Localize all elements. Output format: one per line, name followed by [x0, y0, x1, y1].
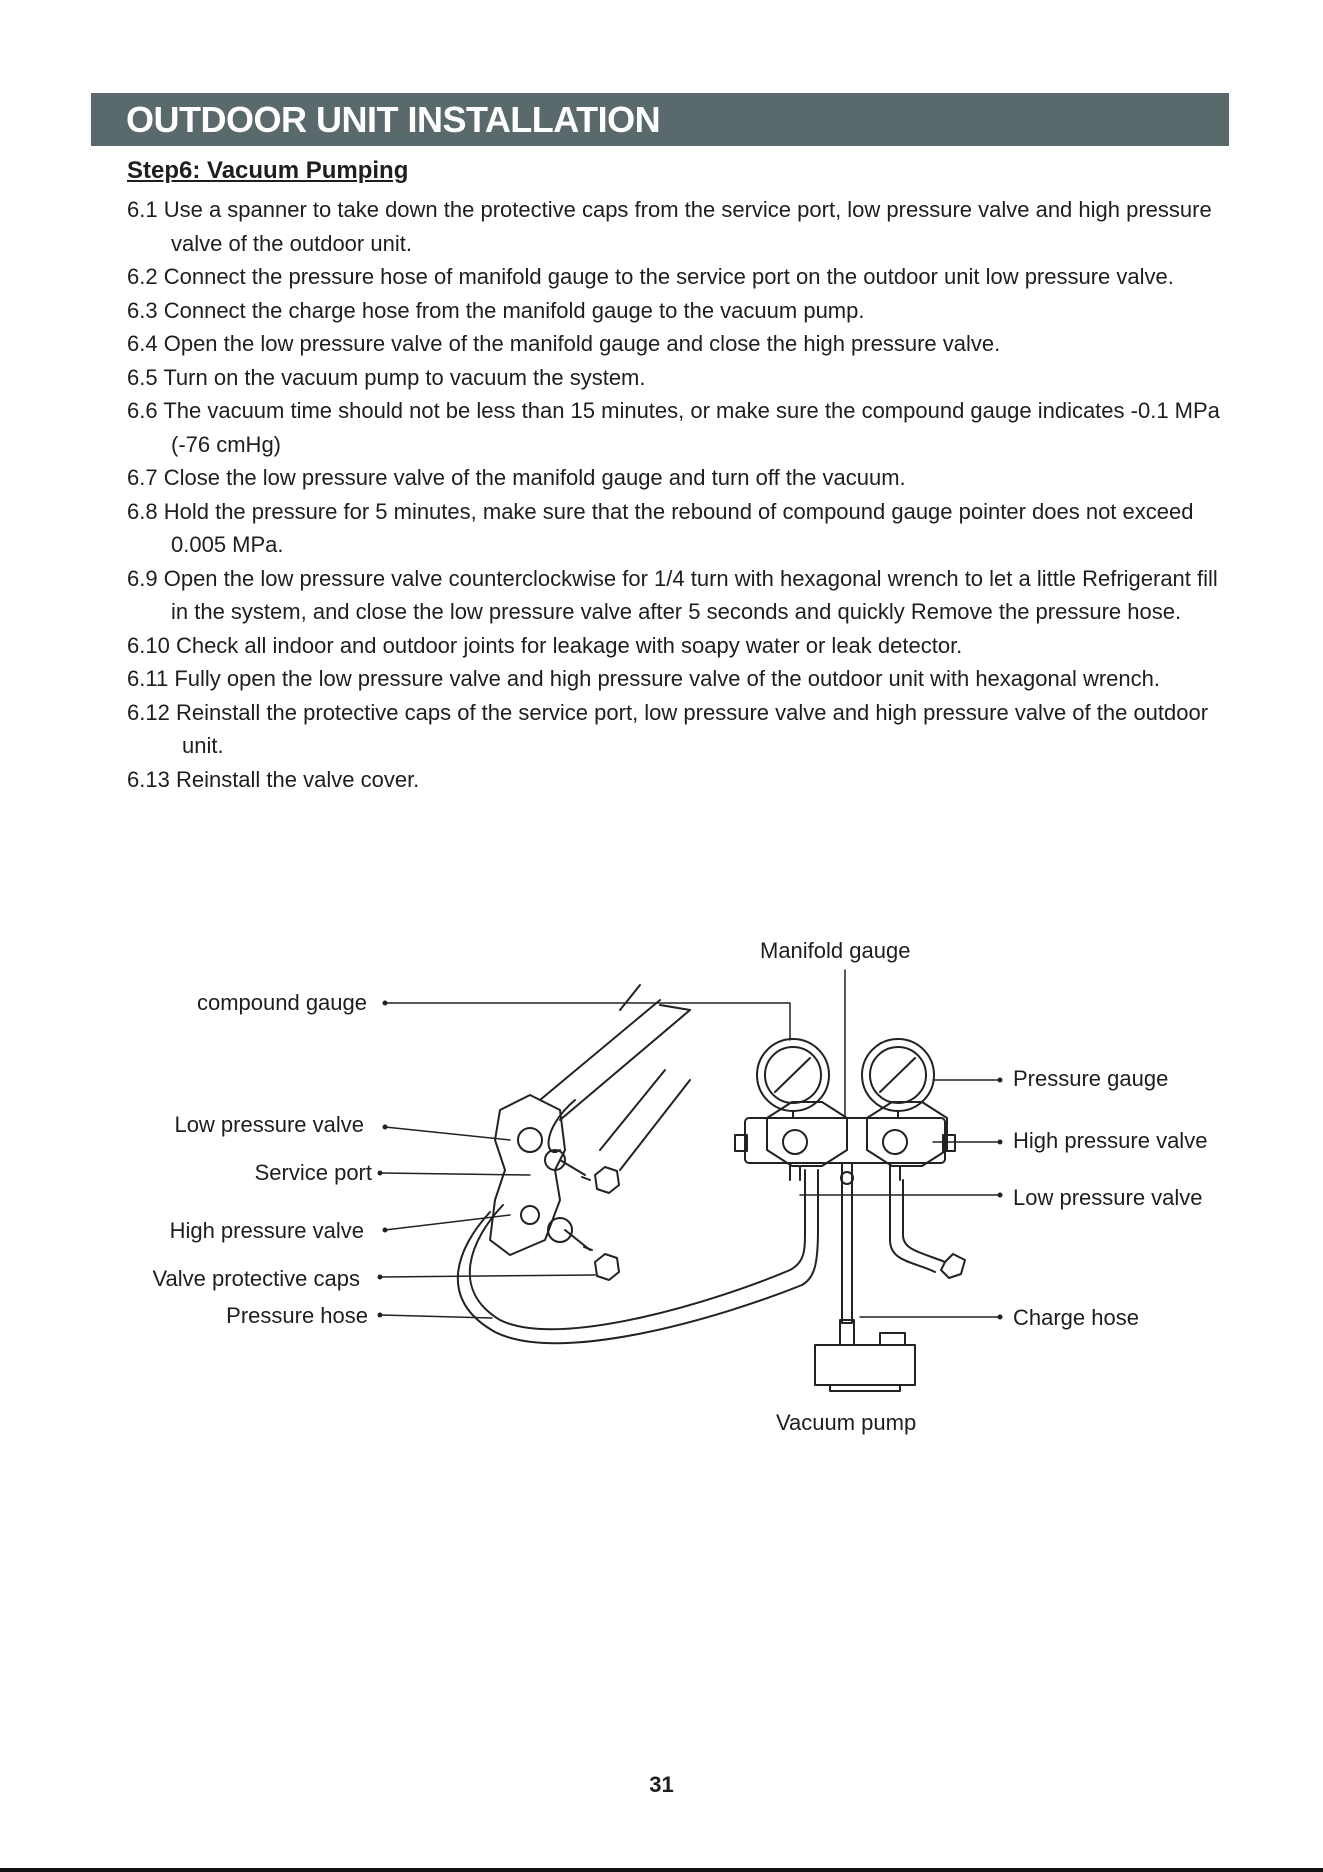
page-title: OUTDOOR UNIT INSTALLATION [126, 99, 661, 140]
vacuum-pump-drawing [815, 1320, 915, 1391]
step-text: Reinstall the protective caps of the service port, low pressure valve and high pressure valve of the outdoor unit. [175, 699, 1209, 758]
step-text: Close the low pressure valve of the manifold gauge and turn off the vacuum. [163, 465, 906, 490]
step-number: 6.2 [127, 264, 158, 289]
step-text: Connect the charge hose from the manifold gauge to the vacuum pump. [163, 297, 865, 323]
label-low-pressure-valve-right: Low pressure valve [1013, 1185, 1203, 1210]
pressure-gauge-dial-drawing [862, 1039, 934, 1118]
manifold-gauge-drawing [735, 1102, 965, 1323]
step-text: Hold the pressure for 5 minutes, make sure that the rebound of compound gauge pointer does not exceed 0.005 MPa. [163, 498, 1194, 557]
step-number: 6.6 [127, 398, 158, 423]
step-number: 6.4 [127, 331, 158, 356]
step-text: Connect the pressure hose of manifold gauge to the service port on the outdoor unit low pressure valve. [163, 264, 1174, 289]
page-bottom-rule [0, 1868, 1323, 1872]
step-number: 6.10 [127, 632, 170, 658]
step-text: Open the low pressure valve counterclockwise for 1/4 turn with hexagonal wrench to let a little Refrigerant fill in the system, and close the low pressure valve after 5 seconds and quickly Remove the pressure hose. [163, 565, 1218, 624]
label-manifold-gauge: Manifold gauge [760, 938, 911, 963]
step-text: Open the low pressure valve of the manifold gauge and close the high pressure valve. [163, 331, 1001, 356]
step-number: 6.12 [127, 699, 170, 725]
label-compound-gauge: compound gauge [196, 990, 367, 1015]
label-pressure-hose: Pressure hose [226, 1303, 368, 1328]
label-high-pressure-valve-right: High pressure valve [1013, 1128, 1208, 1153]
step-text: Check all indoor and outdoor joints for leakage with soapy water or leak detector. [175, 632, 963, 658]
page-number: 31 [649, 1772, 674, 1797]
label-low-pressure-valve-left: Low pressure valve [174, 1112, 364, 1137]
step-number: 6.5 [127, 364, 158, 390]
label-vacuum-pump: Vacuum pump [776, 1410, 917, 1435]
step-text: Turn on the vacuum pump to vacuum the system. [163, 364, 646, 390]
step-number: 6.3 [127, 297, 158, 323]
label-pressure-gauge: Pressure gauge [1013, 1066, 1169, 1091]
step-text: Fully open the low pressure valve and high pressure valve of the outdoor unit with hexagonal wrench. [174, 666, 1161, 691]
step-number: 6.7 [127, 465, 158, 490]
label-service-port: Service port [254, 1160, 372, 1185]
step-number: 6.9 [127, 565, 158, 591]
step-text: Reinstall the valve cover. [175, 766, 420, 792]
compound-gauge-dial-drawing [757, 1039, 829, 1118]
step-number: 6.13 [127, 766, 170, 792]
step-text: Use a spanner to take down the protective caps from the service port, low pressure valve and high pressure valve of the outdoor unit. [163, 197, 1212, 256]
step-number: 6.8 [127, 498, 158, 524]
label-charge-hose: Charge hose [1013, 1305, 1139, 1330]
step-number: 6.1 [127, 197, 158, 222]
label-valve-protective-caps: Valve protective caps [152, 1266, 360, 1291]
label-high-pressure-valve-left: High pressure valve [169, 1218, 364, 1243]
step-text: The vacuum time should not be less than 15 minutes, or make sure the compound gauge indicates -0.1 MPa (-76 cmHg) [163, 398, 1220, 457]
step-number: 6.11 [127, 666, 169, 691]
refrigerant-pipes-drawing [540, 985, 690, 1170]
step-heading: Step6: Vacuum Pumping [127, 157, 409, 184]
pressure-hose-drawing [458, 1170, 818, 1343]
